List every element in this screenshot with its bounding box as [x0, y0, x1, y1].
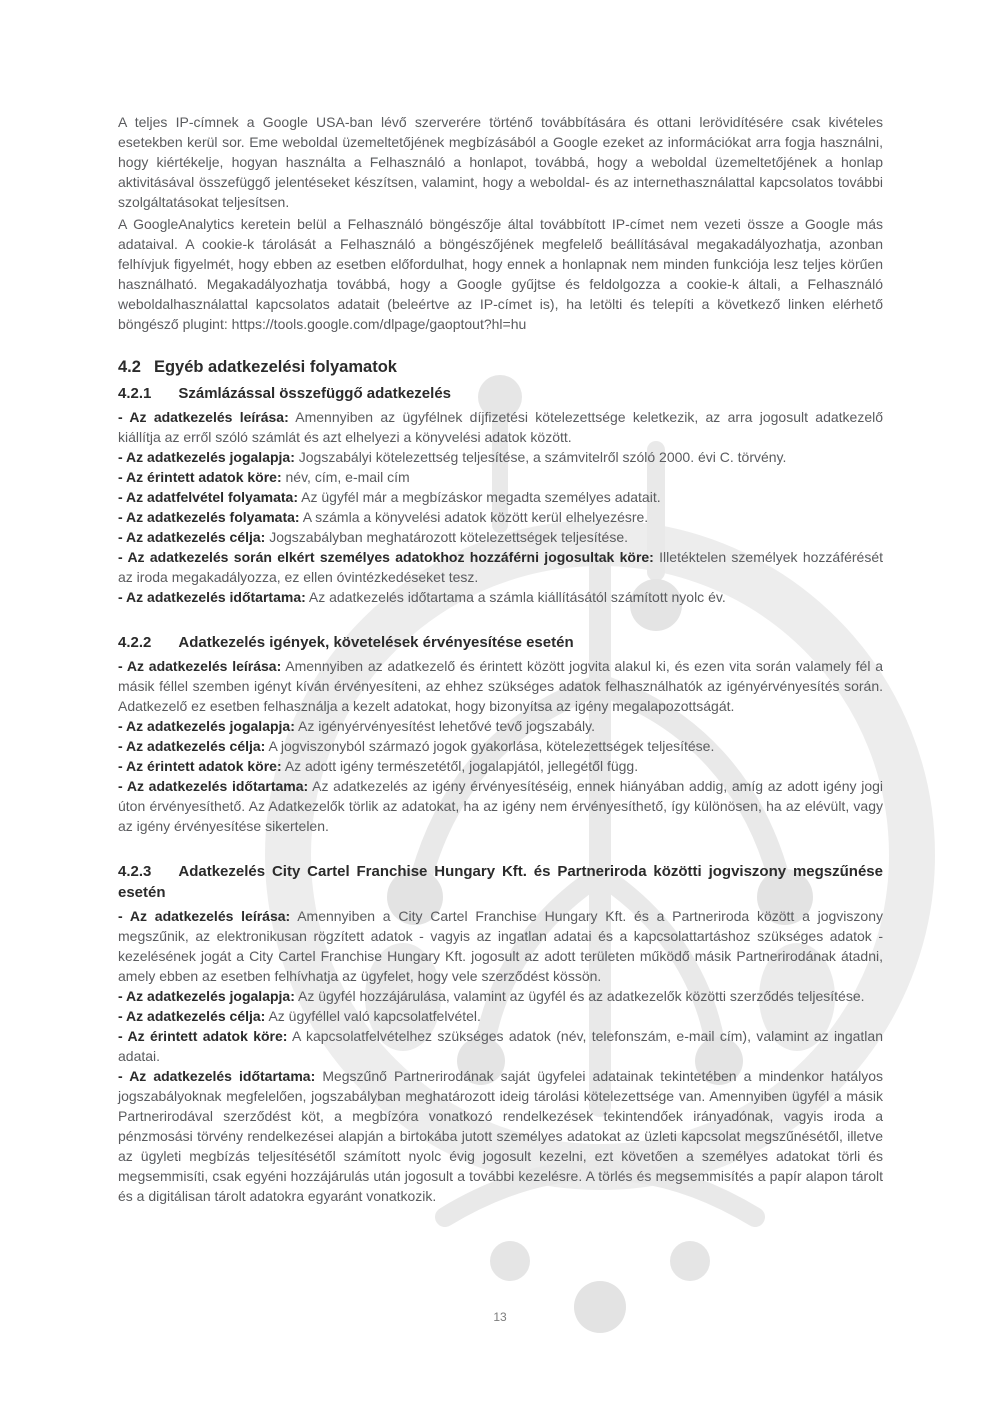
data-item: [118, 547, 883, 587]
subsection-4-2-3: [118, 861, 883, 1206]
item-text: Illetéktelen személyek hozzáférését az iroda megakadályozza, ez ellen óvintézkedéseket tesz.: [118, 549, 884, 585]
item-label: - Az adatkezelés jogalapja:: [118, 449, 295, 465]
subsection-4-2-2: [118, 632, 883, 836]
subsection-heading-4-2-1: [118, 383, 883, 404]
item-text: Amennyiben az adatkezelő és érintett között jogvita alakul ki, és ezen vita során valamely fél a másik féllel szemben igényt kíván érvényesíteni, az ehhez szükséges adatok felhasználhatók az igényérvényesítés során. Adatkezelő ez esetben felhasználja a kezelt adatokat, hogy bizonyítsa az igény megalapozottságát.: [118, 658, 883, 714]
data-item: [118, 1006, 883, 1026]
item-label: - Az adatkezelés célja:: [118, 1008, 266, 1024]
data-item: [118, 507, 883, 527]
gaoptout-url: https://tools.google.com/dlpage/gaoptout?hl=hu: [231, 316, 527, 332]
item-text: Az ügyfél már a megbízáskor megadta személyes adatait.: [301, 489, 661, 505]
item-text: név, cím, e-mail cím: [285, 469, 410, 485]
item-text: Az adott igény természetétől, jogalapjától, jellegétől függ.: [284, 758, 639, 774]
data-item: [118, 467, 883, 487]
subsection-heading-4-2-2: [118, 632, 883, 653]
intro-paragraph-2: [118, 214, 883, 334]
item-text: Az ügyfél hozzájárulása, valamint az ügyfél és az adatkezelők közötti szerződés teljesítése.: [298, 988, 865, 1004]
subsection-number: 4.2.3: [118, 863, 152, 880]
item-text: Jogszabályi kötelezettség teljesítése, a számvitelről szóló 2000. évi C. törvény.: [298, 449, 787, 465]
data-item: [118, 776, 883, 836]
item-label: - Az adatkezelés időtartama:: [118, 1068, 316, 1084]
item-text: Az ügyféllel való kapcsolatfelvétel.: [268, 1008, 481, 1024]
item-label: - Az érintett adatok köre:: [118, 1028, 288, 1044]
page-content: [118, 112, 883, 1206]
data-item: [118, 986, 883, 1006]
subsection-title: Adatkezelés igények, követelések érvényesítése esetén: [178, 634, 574, 651]
item-text: Jogszabályban meghatározott kötelezettségek teljesítése.: [269, 529, 628, 545]
item-label: - Az adatkezelés célja:: [118, 738, 266, 754]
data-item: [118, 1026, 883, 1066]
item-text: Megszűnő Partnerirodának saját ügyfelei adatainak tekintetében a mindenkor hatályos jogszabályoknak megfelelően, jogszabályban meghatározott ideig tárolási kötelezettsége van. Amennyiben ügyfél a másik Partnerirodával szerződést köt, a megbízóra vonatkozó rendelkezések tekintendőek irányadónak, vagyis iroda a pénzmosási törvény rendelkezései alapján a birtokába jutott személyes adatokat az üzleti kapcsolat megszűnésétől, illetve az ügyleti megbízás teljesítésétől számított nyolc évig jogosult kezelni, ezt követően a személyes adatokat törli és megsemmisíti, csak egyéni hozzájárulás után jogosult a további kezelésre. A törlés és megsemmisítés a papír alapon tárolt és a digitálisan tárolt adatokra egyaránt vonatkozik.: [118, 1068, 884, 1204]
data-item: [118, 487, 883, 507]
subsection-heading-4-2-3: [118, 861, 883, 903]
item-text: Amennyiben az ügyfélnek díjfizetési kötelezettsége keletkezik, az arra jogosult adatkezelő kiállítja az erről szóló számlát és azt elhelyezi a könyvelési adatok között.: [118, 409, 883, 445]
subsection-title: Számlázással összefüggő adatkezelés: [178, 385, 451, 402]
item-text: A kapcsolatfelvételhez szükséges adatok (név, telefonszám, e-mail cím), valamint az ingatlan adatai.: [118, 1028, 883, 1064]
item-label: - Az érintett adatok köre:: [118, 758, 282, 774]
item-text: Az adatkezelés az igény érvényesítéséig, ennek hiányában addig, amíg az adott igény jogi úton érvényesíthető. Az Adatkezelők törlik az adatokat, ha az igény nem érvényesíthető, így különösen, ha az elévült, vagy az igény érvényesítése sikertelen.: [118, 778, 883, 834]
item-label: - Az adatkezelés időtartama:: [118, 589, 306, 605]
data-item: [118, 656, 883, 716]
item-label: - Az adatkezelés leírása:: [118, 409, 289, 425]
item-label: - Az adatkezelés időtartama:: [118, 778, 309, 794]
data-item: [118, 527, 883, 547]
item-label: - Az adatkezelés jogalapja:: [118, 988, 295, 1004]
data-item: [118, 447, 883, 467]
item-text: Az igényérvényesítést lehetővé tevő jogszabály.: [298, 718, 596, 734]
item-label: - Az adatkezelés leírása:: [118, 658, 282, 674]
item-label: - Az adatkezelés jogalapja:: [118, 718, 295, 734]
item-label: - Az adatkezelés leírása:: [118, 908, 291, 924]
item-text: A számla a könyvelési adatok között kerül elhelyezésre.: [302, 509, 649, 525]
subsection-number: 4.2.2: [118, 634, 152, 651]
subsection-4-2-1: [118, 383, 883, 607]
data-item: [118, 587, 883, 607]
item-label: - Az adatkezelés folyamata:: [118, 509, 300, 525]
section-number: 4.2: [118, 358, 141, 376]
data-item: [118, 1066, 883, 1206]
data-item: [118, 756, 883, 776]
data-item: [118, 407, 883, 447]
page-number: 13: [493, 1310, 507, 1324]
subsection-title: Adatkezelés City Cartel Franchise Hungary Kft. és Partneriroda közötti jogviszony megszűnése esetén: [118, 863, 883, 901]
item-label: - Az adatkezelés során elkért személyes adatokhoz hozzáférni jogosultak köre:: [118, 549, 654, 565]
item-label: - Az adatkezelés célja:: [118, 529, 266, 545]
item-text: Az adatkezelés időtartama a számla kiállításától számított nyolc év.: [308, 589, 726, 605]
item-text: Amennyiben a City Cartel Franchise Hungary Kft. és a Partneriroda között a jogviszony megszűnik, az elektronikusan rögzített adatok - vagyis az ingatlan adatai és a kapcsolattartáshoz szükséges adatok - kezelésének jogát a City Cartel Franchise Hungary Kft. jogosult az adott területen működő másik Partnerirodának átadni, amely ebben az esetben felhívhatja az ügyfelet, hogy vele szerződést kössön.: [118, 908, 883, 984]
intro-paragraph-1: A teljes IP-címnek a Google USA-ban lévő szerverére történő továbbítására és ottani lerövidítésére csak kivételes esetekben kerül sor. Eme weboldal üzemeltetőjének megbízásából a Google ezeket az információkat arra fogja használni, hogy kiértékelje, hogyan használta a Felhasználó a honlapot, továbbá, hogy a weboldal üzemeltetőjének a honlap aktivitásával összefüggő jelentéseket készítsen, valamint, hogy a weboldal- és az internethasználattal kapcsolatos további szolgáltatásokat teljesítsen.: [118, 114, 883, 210]
data-item: [118, 716, 883, 736]
data-item: [118, 736, 883, 756]
data-item: [118, 906, 883, 986]
item-text: A jogviszonyból származó jogok gyakorlása, kötelezettségek teljesítése.: [268, 738, 715, 754]
subsection-number: 4.2.1: [118, 385, 152, 402]
item-label: - Az adatfelvétel folyamata:: [118, 489, 298, 505]
section-heading-4-2: [118, 356, 883, 378]
item-label: - Az érintett adatok köre:: [118, 469, 282, 485]
section-title: Egyéb adatkezelési folyamatok: [153, 358, 397, 376]
intro-paragraph-2-text: A GoogleAnalytics keretein belül a Felhasználó böngészője által továbbított IP-címet nem vezeti össze a Google más adataival. A cookie-k tárolását a Felhasználó a böngészőjének megfelelő beállításával megakadályozhatja, azonban felhívjuk figyelmét, hogy ebben az esetben előfordulhat, hogy ennek a honlapnak nem minden funkciója lesz teljes körűen használható. Megakadályozhatja továbbá, hogy a Google gyűjtse és feldolgozza a cookie-k általi, a Felhasználó weboldalhasználattal kapcsolatos adatait (beleértve az IP-címet is), ha letölti és telepíti a következő linken elérhető böngésző plugint:: [118, 216, 883, 332]
